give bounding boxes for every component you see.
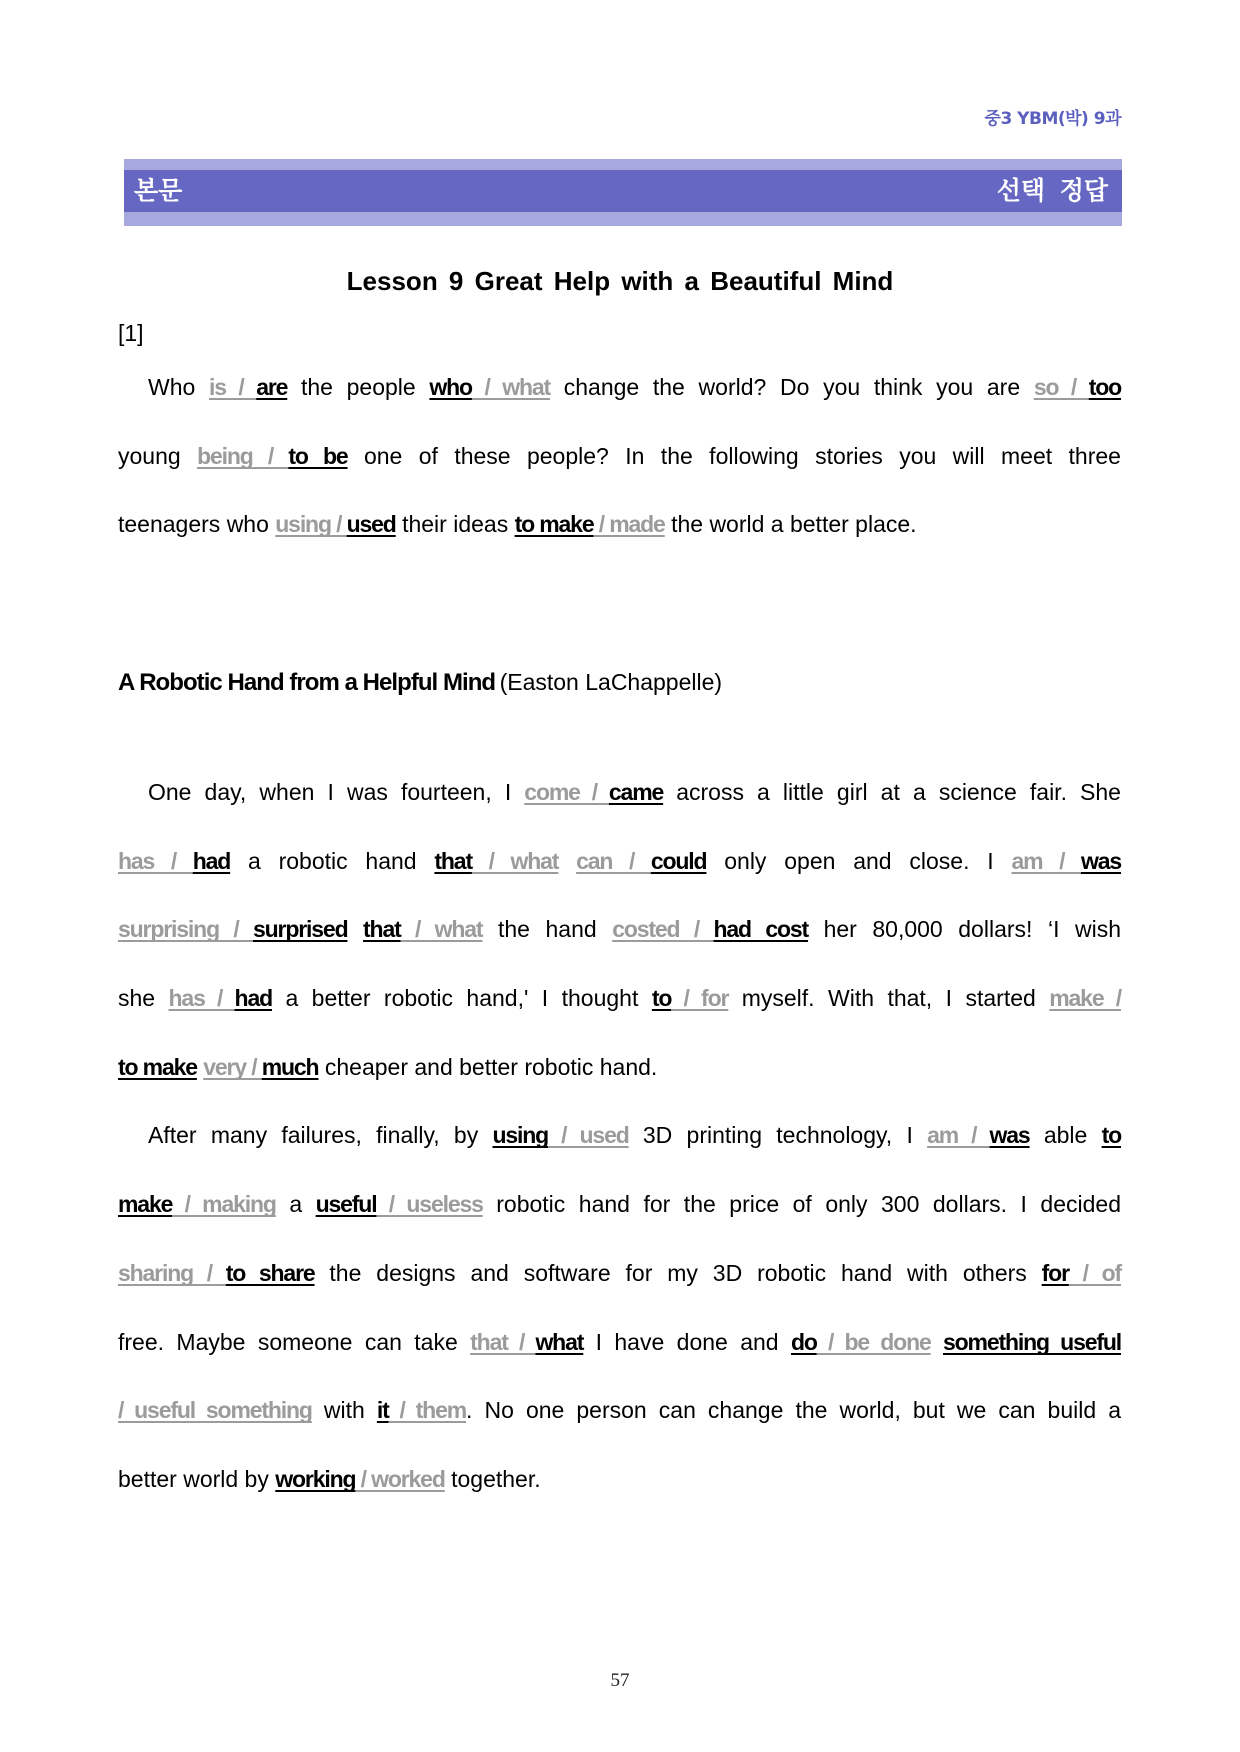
distractor-option: / of: [1068, 1259, 1121, 1286]
correct-answer: make: [118, 1191, 173, 1218]
correct-answer: came: [608, 779, 664, 805]
text-line: [118, 1170, 1121, 1239]
passage-text: 3D printing technology, I: [628, 1122, 928, 1149]
text-line: [118, 964, 1121, 1033]
distractor-option: / for: [671, 985, 729, 1012]
passage-text: her 80,000 dollars! ‘I wish: [808, 916, 1122, 943]
passage-text: [347, 916, 363, 942]
paragraph: [118, 1101, 1121, 1513]
distractor-option: make /: [1049, 985, 1121, 1012]
text-line: [118, 1101, 1121, 1170]
distractor-option: / what: [471, 374, 551, 400]
correct-answer: surprised: [253, 916, 348, 943]
correct-answer: are: [256, 374, 288, 400]
passage-text: able: [1029, 1122, 1102, 1149]
passage-text: teenagers who: [118, 511, 276, 538]
correct-answer: was: [989, 1122, 1030, 1149]
passage-text: . No one person can change the world, but we can build a: [466, 1397, 1121, 1424]
correct-answer: for: [1041, 1259, 1069, 1286]
text-line: [118, 1445, 1121, 1514]
page-number: 57: [610, 1670, 630, 1691]
distractor-option: / them: [388, 1397, 467, 1424]
distractor-option: surprising /: [118, 916, 253, 943]
distractor-option: / useless: [376, 1191, 483, 1218]
text-line: [118, 1308, 1121, 1377]
passage-text: young: [118, 442, 198, 469]
text-line: [118, 353, 1121, 422]
distractor-option: can /: [576, 847, 651, 874]
passage-text: with: [311, 1397, 377, 1424]
distractor-option: is /: [208, 374, 257, 400]
passage-text: [931, 1329, 943, 1355]
banner-band: [124, 170, 1122, 212]
passage-text: free. Maybe someone can take: [118, 1328, 471, 1355]
section-number: [1]: [118, 320, 144, 346]
correct-answer: to: [1101, 1122, 1122, 1149]
distractor-option: sharing /: [118, 1259, 226, 1286]
text-line: [118, 758, 1121, 827]
distractor-option: using /: [275, 511, 347, 538]
passage-text: the world a better place.: [664, 511, 917, 538]
text-line: [118, 827, 1121, 896]
text-line: [118, 895, 1121, 964]
correct-answer: using: [492, 1122, 549, 1149]
distractor-option: am /: [927, 1122, 990, 1149]
passage-text: a robotic hand: [230, 847, 435, 874]
passage-text: I have done and: [583, 1328, 791, 1355]
correct-answer: too: [1088, 374, 1121, 400]
text-line: [118, 490, 1121, 559]
distractor-option: / what: [471, 847, 559, 874]
distractor-option: / what: [400, 916, 483, 943]
correct-answer: working: [275, 1465, 356, 1492]
intro-passage: [118, 353, 1121, 559]
distractor-option: / be done: [816, 1328, 931, 1355]
correct-answer: it: [376, 1397, 389, 1424]
distractor-option: has /: [168, 985, 235, 1012]
passage-text: a better robotic hand,' I thought: [272, 985, 652, 1012]
distractor-option: come /: [524, 779, 609, 805]
story-passage: [118, 758, 1121, 1514]
lesson-title: Lesson 9 Great Help with a Beautiful Mind: [346, 266, 894, 296]
passage-text: the designs and software for my 3D robotic hand with others: [314, 1259, 1042, 1286]
passage-text: only open and close. I: [706, 847, 1012, 874]
passage-text: change the world? Do you think you are: [550, 374, 1034, 400]
passage-text: she: [118, 985, 169, 1012]
passage-text: the hand: [482, 916, 613, 943]
course-label: 중3 YBM(박) 9과: [984, 109, 1121, 129]
passage-text: the people: [287, 374, 430, 400]
distractor-option: / made: [593, 511, 665, 538]
correct-answer: had: [234, 985, 272, 1012]
distractor-option: so /: [1033, 374, 1089, 400]
correct-answer: could: [650, 847, 707, 874]
distractor-option: am /: [1011, 847, 1081, 874]
correct-answer: had: [192, 847, 231, 874]
distractor-option: / worked: [355, 1465, 445, 1492]
correct-answer: who: [429, 374, 472, 400]
paragraph: [118, 353, 1121, 559]
distractor-option: very /: [203, 1053, 262, 1080]
correct-answer: to: [651, 985, 672, 1012]
passage-text: cheaper and better robotic hand.: [318, 1053, 658, 1080]
correct-answer: do: [790, 1328, 817, 1355]
passage-text: a: [275, 1191, 316, 1218]
distractor-option: / useful something: [118, 1397, 312, 1424]
correct-answer: useful: [315, 1191, 377, 1218]
passage-text: myself. With that, I started: [728, 985, 1050, 1012]
passage-text: their ideas: [395, 511, 515, 538]
story-author: (Easton LaChappelle): [499, 669, 723, 695]
correct-answer: to make: [118, 1053, 197, 1080]
passage-text: After many failures, finally, by: [148, 1122, 493, 1149]
correct-answer: to be: [288, 442, 348, 469]
distractor-option: / used: [548, 1122, 629, 1149]
correct-answer: that: [363, 916, 401, 943]
correct-answer: was: [1080, 847, 1121, 874]
correct-answer: to make: [514, 511, 594, 538]
correct-answer: to share: [225, 1259, 315, 1286]
correct-answer: something useful: [943, 1328, 1121, 1355]
passage-text: across a little girl at a science fair. She: [663, 779, 1121, 805]
correct-answer: had cost: [713, 916, 809, 943]
story-heading: [118, 666, 722, 702]
section-banner: [124, 159, 1122, 226]
distractor-option: has /: [118, 847, 193, 874]
distractor-option: that /: [470, 1328, 536, 1355]
passage-text: [558, 848, 576, 874]
passage-text: one of these people? In the following stories you will meet three: [347, 442, 1121, 469]
correct-answer: much: [261, 1053, 319, 1080]
passage-text: One day, when I was fourteen, I: [148, 779, 525, 805]
distractor-option: being /: [197, 442, 289, 469]
correct-answer: that: [434, 847, 472, 874]
correct-answer: used: [346, 511, 396, 538]
text-line: [118, 1376, 1121, 1445]
paragraph: [118, 758, 1121, 1101]
distractor-option: / making: [172, 1191, 276, 1218]
passage-text: Who: [148, 374, 209, 400]
text-line: [118, 422, 1121, 491]
story-title: A Robotic Hand from a Helpful Mind: [118, 669, 496, 696]
passage-text: robotic hand for the price of only 300 dollars. I decided: [482, 1191, 1121, 1218]
banner-right-label: 선택 정답: [996, 176, 1108, 205]
passage-text: better world by: [118, 1465, 276, 1492]
text-line: [118, 1033, 1121, 1102]
text-line: [118, 1239, 1121, 1308]
distractor-option: costed /: [612, 916, 714, 943]
banner-left-label: 본문: [134, 176, 183, 205]
correct-answer: what: [535, 1328, 584, 1355]
passage-text: together.: [444, 1465, 541, 1492]
